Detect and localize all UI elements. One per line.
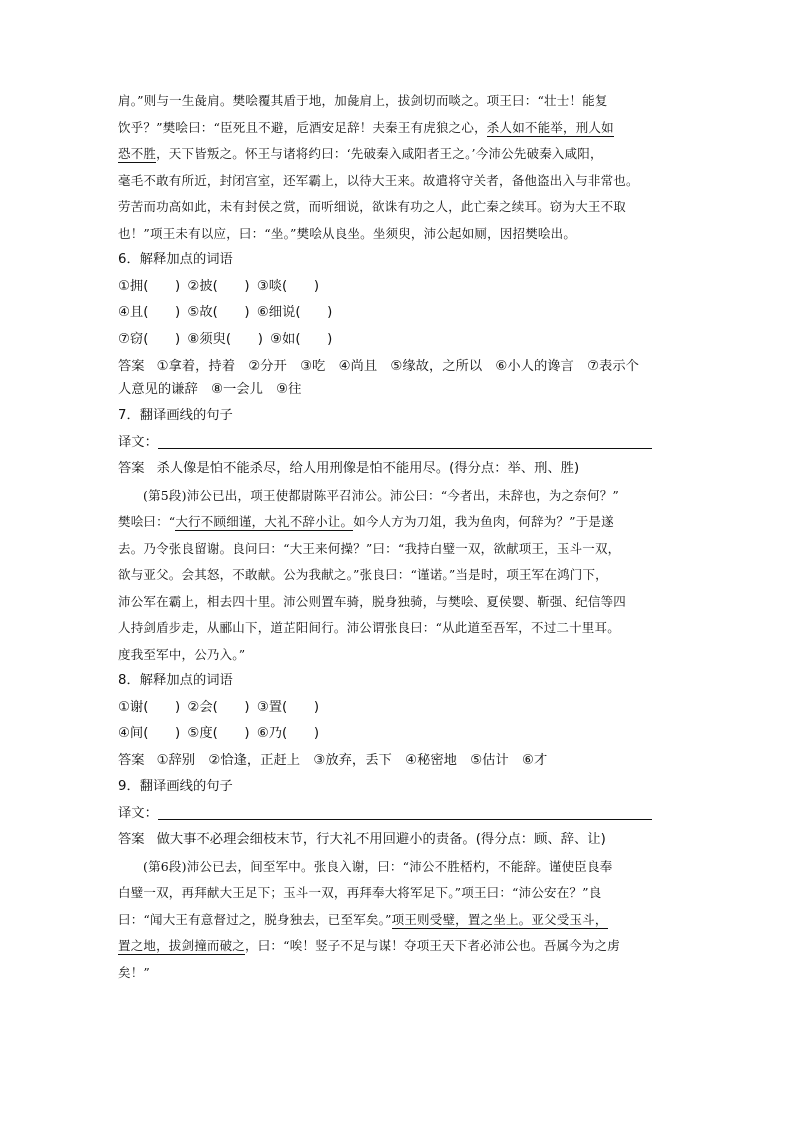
option-item: ⑧须臾( ) [187,331,263,347]
passage-line: 人持剑盾步走，从郦山下，道芷阳间行。沛公谓张良曰：“从此道至吾军，不过二十里耳。 [118,620,620,635]
passage-excerpt-3 [118,854,678,987]
option-item: ⑨如( ) [270,331,333,347]
passage-line: 劳苦而功高如此，未有封侯之赏，而听细说，欲诛有功之人，此亡秦之续耳。窃为大王不取 [118,199,627,214]
passage-line: 欲与亚父。会其怒，不敢献。公为我献之。”张良曰：“谨诺。”当是时，项王军在鸿门下， [118,567,608,582]
option-item: ①拥( ) [118,278,181,294]
translation-label: 译文： [118,805,158,821]
answer [118,827,678,854]
passage-excerpt-1 [118,88,678,247]
option-item: ②会( ) [187,699,250,715]
answer-label: 答案 [118,461,145,476]
option-item: ③啖( ) [256,278,320,294]
option-item: ③置( ) [256,699,320,715]
answer-label: 答案 [118,359,145,374]
question-title: 9．翻译画线的句子 [118,779,233,794]
translation-prompt-row [118,430,678,457]
passage-excerpt-2 [118,483,678,669]
option-item: ⑥细说( ) [256,305,333,320]
passage-line: 白璧一双，再拜献大王足下；玉斗一双，再拜奉大将军足下。”项王曰：“沛公安在？”良 [118,885,602,900]
passage-line: 饮乎？”樊哙曰：“臣死且不避，卮酒安足辞！夫秦王有虎狼之心，杀人如不能举，刑人如 [118,119,614,135]
option-row [118,327,678,354]
option-item: ②披( ) [187,278,250,294]
question-title: 7．翻译画线的句子 [118,408,233,423]
answer-text: 人意见的谦辞 ⑧一会儿 ⑨往 [118,382,302,397]
passage-line: 去。乃令张良留谢。良问曰：“大王来何操？”曰：“我持白璧一双，欲献项王，玉斗一双， [118,540,621,556]
question-7 [118,403,678,483]
option-item: ⑤度( ) [187,726,250,741]
option-item: ⑦窃( ) [118,331,181,347]
answer [118,748,678,775]
answer-label: 答案 [118,832,145,847]
underlined-sentence: 恐不胜 [118,146,157,161]
option-row [118,300,678,327]
passage-line: 矣！” [118,964,150,980]
translation-answer-line[interactable] [158,434,652,449]
question-title: 6．解释加点的词语 [118,252,233,267]
passage-line: (第6段)沛公已去，间至军中。张良入谢，曰：“沛公不胜桮杓，不能辞。谨使臣良奉 [143,858,613,874]
passage-line: 沛公军在霸上，相去四十里。沛公则置车骑，脱身独骑，与樊哙、夏侯婴、靳强、纪信等四 [118,593,627,609]
answer [118,456,678,483]
underlined-sentence: 大行不顾细谨，大礼不辞小让。 [175,514,354,529]
passage-line: 恐不胜，天下皆叛之。怀王与诸将约曰：‘先破秦入咸阳者王之。’今沛公先破秦入咸阳， [118,146,603,161]
passage-line: 毫毛不敢有所近，封闭宫室，还军霸上，以待大王来。故遣将守关者，备他盗出入与非常也。 [118,172,639,188]
passage-line: 也！”项王未有以应，曰：“坐。”樊哙从良坐。坐须臾，沛公起如厕，因招樊哙出。 [118,225,577,241]
option-item: ①谢( ) [118,699,181,715]
document-page [118,88,678,986]
option-item: ④且( ) [118,305,181,320]
question-6 [118,247,678,403]
underlined-sentence: 杀人如不能举，刑人如 [486,119,614,135]
option-row [118,274,678,301]
passage-line: (第5段)沛公已出，项王使都尉陈平召沛公。沛公曰：“今者出，未辞也，为之奈何？” [143,487,619,503]
answer-text: ①拿着，持着 ②分开 ③吃 ④尚且 ⑤缘故，之所以 ⑥小人的谗言 ⑦表示个 [156,359,639,374]
passage-line: 曰：“闻大王有意督过之，脱身独去，已至军矣。”项王则受璧，置之坐上。亚父受玉斗， [118,911,608,927]
translation-prompt-row [118,801,678,828]
option-item: ⑤故( ) [187,305,250,320]
question-title: 8．解释加点的词语 [118,673,233,688]
underlined-sentence: 置之地，拔剑撞而破之 [118,938,246,953]
answer-text: 杀人像是怕不能杀尽，给人用刑像是怕不能用尽。(得分点：举、刑、胜) [156,461,580,476]
answer-text: ①辞别 ②恰逢，正赶上 ③放弃，丢下 ④秘密地 ⑤估计 ⑥才 [156,752,548,768]
passage-line: 肩。”则与一生彘肩。樊哙覆其盾于地，加彘肩上，拔剑切而啖之。项王曰：“壮士！能复 [118,93,608,108]
answer-label: 答案 [118,752,145,768]
underlined-sentence: 项王则受璧，置之坐上。亚父受玉斗， [391,911,608,927]
option-item: ④间( ) [118,726,181,741]
option-row [118,721,678,748]
option-item: ⑥乃( ) [256,726,320,741]
passage-line: 樊哙曰：“大行不顾细谨，大礼不辞小让。如今人方为刀俎，我为鱼肉，何辞为？”于是遂 [118,514,614,529]
question-9 [118,774,678,854]
option-row [118,695,678,722]
passage-line: 置之地，拔剑撞而破之，曰：“唉！竖子不足与谋！夺项王天下者必沛公也。吾属今为之虏 [118,938,620,953]
translation-answer-line[interactable] [158,805,652,820]
passage-line: 度我至军中，公乃入。” [118,646,246,662]
answer [118,353,678,403]
translation-label: 译文： [118,434,158,450]
question-8 [118,668,678,774]
answer-text: 做大事不必理会细枝末节，行大礼不用回避小的责备。(得分点：顾、辞、让) [156,832,606,847]
